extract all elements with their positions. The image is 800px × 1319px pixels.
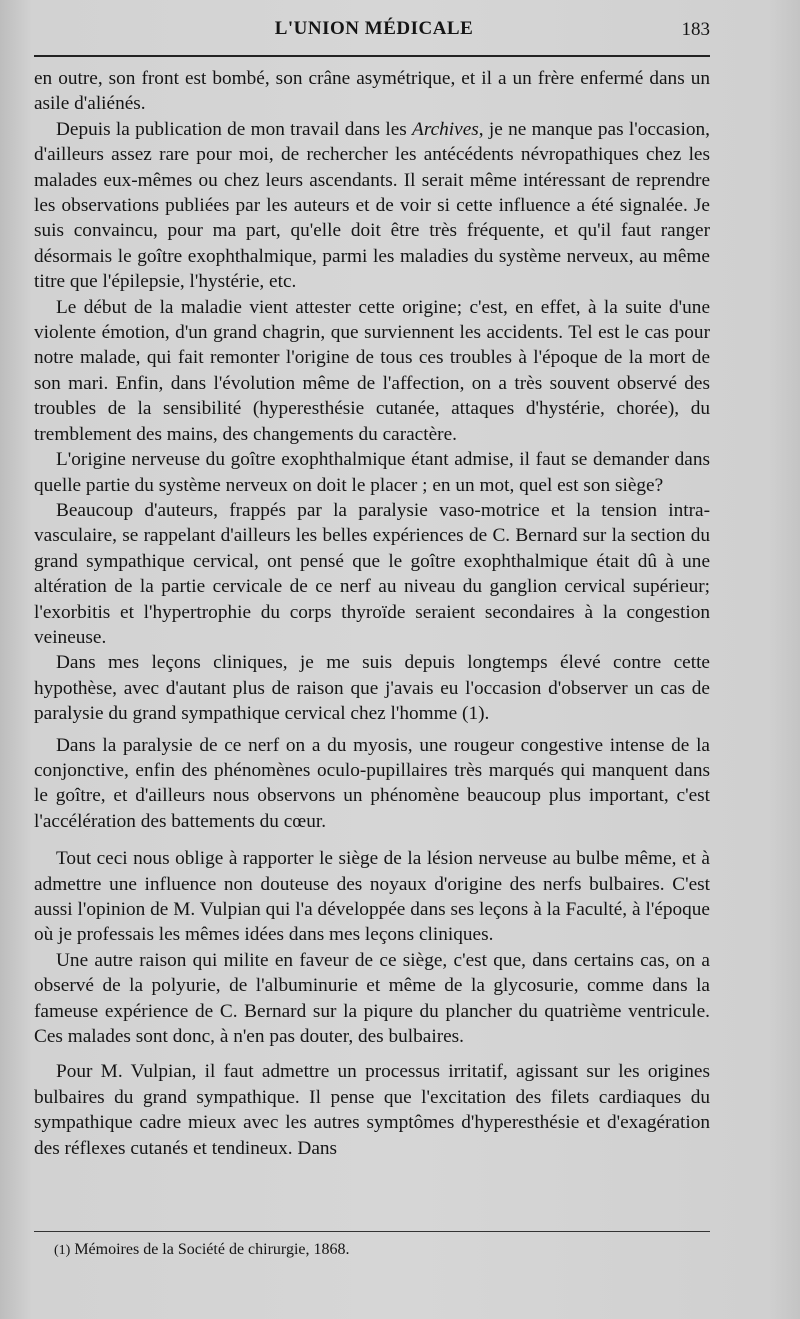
page-number: 183 bbox=[681, 19, 710, 40]
paragraph: L'origine nerveuse du goître exophthalmique étant admise, il faut se demander dans quelle partie du système nerveux on doit le placer ; en un mot, quel est son siège? bbox=[34, 449, 710, 496]
paragraph: en outre, son front est bombé, son crâne asymétrique, et il a un frère enfermé dans un asile d'aliénés. bbox=[34, 68, 710, 115]
paragraph: Une autre raison qui milite en faveur de ce siège, c'est que, dans certains cas, on a observé de la polyurie, de l'albuminurie et même de la glycosurie, comme dans la fameuse expérience de C. Bernard sur la piqure du plancher du quatrième ventricule. Ces malades sont donc, à n'en pas douter, des bulbaires. bbox=[34, 949, 710, 1048]
running-title: L'UNION MÉDICALE bbox=[274, 18, 474, 39]
paragraph: Dans la paralysie de ce nerf on a du myosis, une rougeur congestive intense de la conjonctive, enfin des phénomènes oculo-pupillaires très marqués qui manquent dans le goître, et d'ailleurs nous observons un phénomène beaucoup plus important, c'est l'accélération des battements du cœur. bbox=[34, 734, 710, 832]
footnote-text: Mémoires de la Société de chirurgie, 1868. bbox=[74, 1241, 350, 1258]
paragraph: Beaucoup d'auteurs, frappés par la paralysie vaso-motrice et la tension intra-vasculaire, se rappelant d'ailleurs les belles expériences de C. Bernard sur la section du grand sympathique cervical, ont pensé que le goître exophthalmique était dû à une altération de la partie cervicale de ce nerf au niveau du ganglion cervical supérieur; l'exorbitis et l'hypertrophie du corps thyroïde seraient secondaires à la congestion veineuse. bbox=[34, 499, 710, 648]
footnote-rule bbox=[34, 1231, 710, 1232]
paragraph: Tout ceci nous oblige à rapporter le siège de la lésion nerveuse au bulbe même, et à admettre une influence non douteuse des noyaux d'origine des nerfs bulbaires. C'est aussi l'opinion de M. Vulpian qui l'a développée dans ses leçons à la Faculté, à l'époque où je professais les mêmes idées dans mes leçons cliniques. bbox=[34, 848, 710, 946]
paragraph: Le début de la maladie vient attester cette origine; c'est, en effet, à la suite d'une violente émotion, d'un grand chagrin, que surviennent les accidents. Tel est le cas pour notre malade, qui fait remonter l'origine de tous ces troubles à l'époque de la mort de son mari. Enfin, dans l'évolution même de l'affection, on a très souvent observé des troubles de la sensibilité (hyperesthésie cutanée, attaques d'hystérie, chorée), du tremblement des mains, des changements du caractère. bbox=[34, 296, 710, 445]
footnote bbox=[54, 1240, 694, 1261]
header-rule bbox=[34, 55, 710, 57]
footnote-marker: (1) bbox=[54, 1243, 71, 1258]
page-header bbox=[34, 18, 714, 48]
paragraph: Pour M. Vulpian, il faut admettre un processus irritatif, agissant sur les origines bulbaires du grand sympathique. Il pense que l'excitation des filets cardiaques du sympathique cadre mieux avec les autres symptômes d'hyperesthésie et d'exagération des réflexes cutanés et tendineux. Dans bbox=[34, 1061, 710, 1159]
paragraph: Dans mes leçons cliniques, je me suis depuis longtemps élevé contre cette hypothèse, avec d'autant plus de raison que j'avais eu l'occasion d'observer un cas de paralysie du grand sympathique cervical chez l'homme (1). bbox=[34, 652, 710, 725]
body-text bbox=[34, 66, 710, 1161]
paragraph: Depuis la publication de mon travail dans les Archives, je ne manque pas l'occasion, d'ailleurs assez rare pour moi, de rechercher les antécédents névropathiques chez les malades eux-mêmes ou chez leurs ascendants. Il serait même intéressant de reprendre les observations publiées par les auteurs et de voir si cette influence a été signalée. Je suis convaincu, pour ma part, qu'elle doit être très fréquente, et qu'il faut ranger désormais le goître exophthalmique, parmi les maladies du système nerveux, au même titre que l'épilepsie, l'hystérie, etc. bbox=[34, 118, 710, 293]
journal-title: Archives bbox=[412, 118, 479, 140]
